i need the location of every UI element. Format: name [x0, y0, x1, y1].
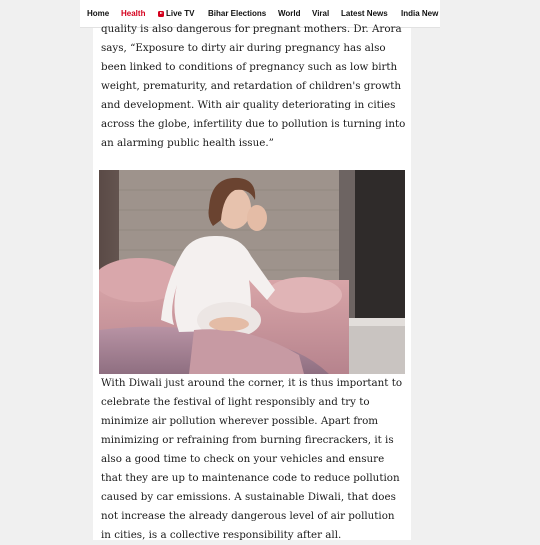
nav-viral[interactable]: Viral — [312, 9, 330, 18]
nav-live-tv[interactable] — [158, 9, 194, 19]
nav-latest-news[interactable]: Latest News — [341, 9, 388, 18]
nav-bihar-elections[interactable]: Bihar Elections — [208, 9, 267, 18]
nav-india-news[interactable]: India New — [401, 9, 439, 18]
article-paragraph-top: quality is also dangerous for pregnant mothers. Dr. Arora says, “Exposure to dirty air during pregnancy has also been linked to conditions of pregnancy such as low birth weight, prematurity, and retardation of children's growth and development. With air quality deteriorating in cities across the globe, infertility due to pollution is turning into an alarming public health issue.” — [101, 23, 406, 149]
nav-live-tv-label: Live TV — [166, 9, 195, 18]
photo-illustration — [99, 170, 405, 374]
pregnant-woman-coughing-photo — [99, 170, 405, 374]
article-paragraph-bottom: With Diwali just around the corner, it is thus important to celebrate the festival of light responsibly and try to minimize air pollution wherever possible. Apart from minimizing or refraining from burning firecrackers, it is also a good time to check on your vehicles and ensure that they are up to maintenance code to reduce pollution caused by car emissions. A sustainable Diwali, that does not increase the already dangerous level of air pollution in cities, is a collective responsibility after all. — [101, 377, 403, 541]
nav-health[interactable]: Health — [121, 9, 146, 18]
nav-world[interactable]: World — [278, 9, 301, 18]
live-tv-icon — [158, 11, 164, 17]
nav-home[interactable]: Home — [87, 9, 110, 18]
